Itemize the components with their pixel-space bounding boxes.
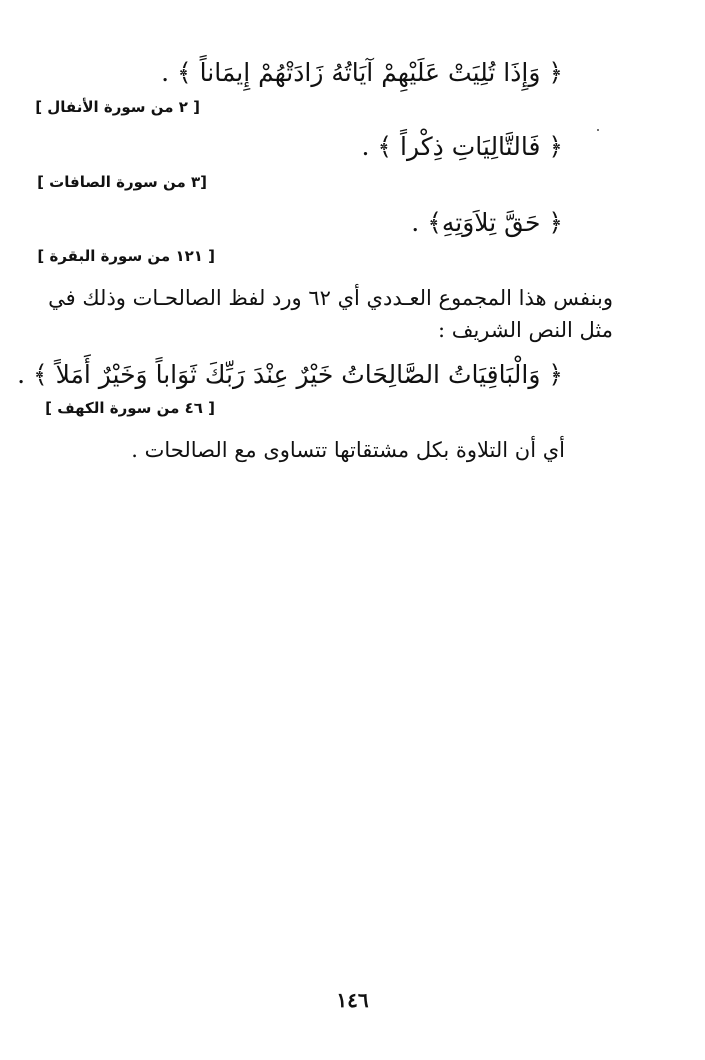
closing-sentence: أي أن التلاوة بكل مشتقاتها تتساوى مع الصالحات . [131, 438, 565, 462]
verse-reference-4: [ ٤٦ من سورة الكهف ] [45, 399, 215, 417]
quran-verse-1: ﴿ وَإِذَا تُلِيَتْ عَلَيْهِمْ آيَاتُهُ زَادَتْهُمْ إِيمَاناً ﴾ . [161, 58, 563, 87]
page-number: ١٤٦ [336, 988, 369, 1012]
quran-verse-4: ﴿ وَالْبَاقِيَاتُ الصَّالِحَاتُ خَيْرٌ عِنْدَ رَبِّكَ ثَوَاباً وَخَيْرٌ أَمَلاً ﴾ . [17, 360, 563, 389]
paragraph-line-1: وبنفس هذا المجموع العـددي أي ٦٢ ورد لفظ الصالحـات وذلك في [48, 286, 613, 310]
paragraph-line-2: مثل النص الشريف : [437, 318, 613, 342]
verse-reference-2: [٣ من سورة الصافات ] [37, 173, 207, 191]
quran-verse-3: ﴿ حَقَّ تِلاَوَتِهِ﴾ . [411, 208, 563, 237]
verse-reference-1: [ ٢ من سورة الأنفال ] [35, 98, 200, 116]
quran-verse-2: ﴿ فَالتَّالِيَاتِ ذِكْراً ﴾ . [361, 132, 563, 161]
verse-reference-3: [ ١٢١ من سورة البقرة ] [37, 247, 215, 265]
scan-speck [597, 129, 599, 131]
